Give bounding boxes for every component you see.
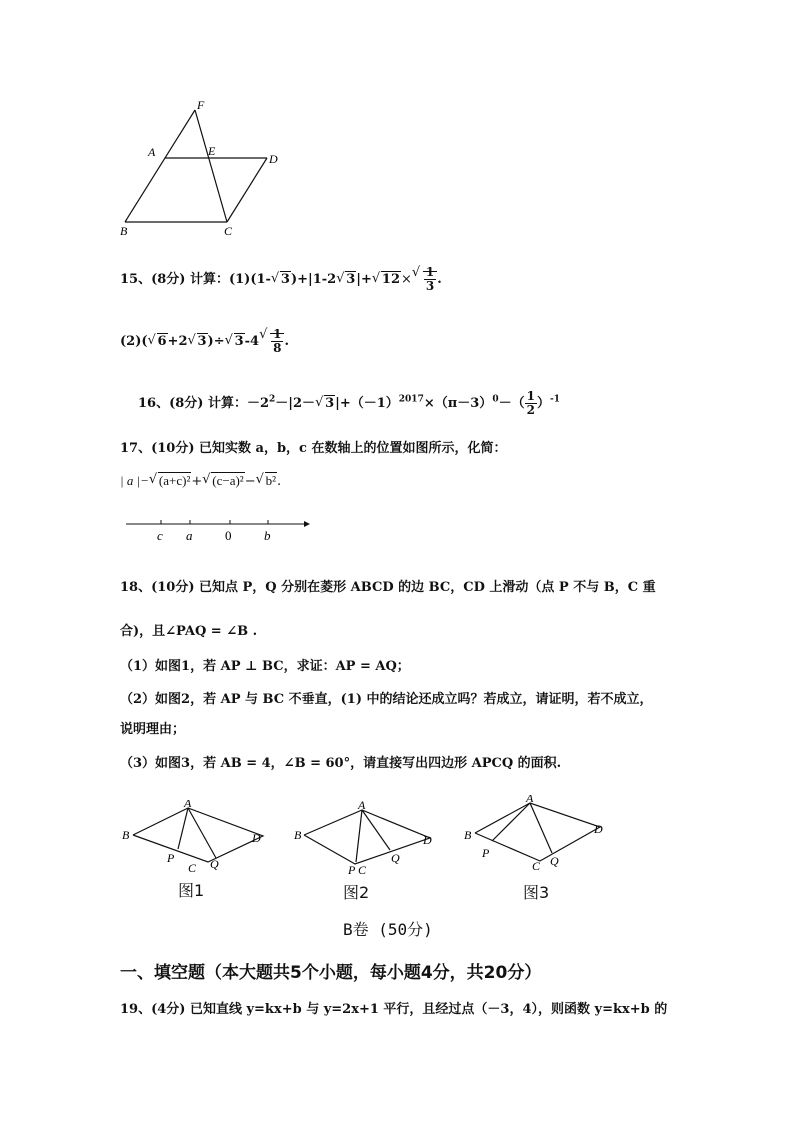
fig3-label-Q: Q bbox=[550, 854, 559, 868]
part-b-title: B卷 (50分) bbox=[343, 920, 433, 939]
question-16: 16、(8分) 计算：$-2^2-|2-√$ $3|+(-1)^{2017}\times(\pi-3)^0-$（ $\frac{1}{2}$ ）$^{-1}$ bbox=[138, 390, 560, 417]
question-17: 17、(10分) 已知实数 a，b，c 在数轴上的位置如图所示，化简： bbox=[120, 441, 507, 456]
fig1-label-C: C bbox=[188, 861, 197, 875]
fig2-label-A: A bbox=[358, 800, 366, 812]
question-18-sub2: （2）如图2，若 AP 与 BC 不垂直，(1) 中的结论还成立吗？若成立，请证明，若不成立， bbox=[120, 692, 653, 707]
fig3-label-D: D bbox=[594, 822, 603, 836]
label-A: A bbox=[148, 145, 156, 159]
axis-label-b: b bbox=[264, 528, 271, 543]
parallelogram-figure bbox=[110, 95, 290, 245]
fig2-label-C: C bbox=[358, 863, 367, 875]
section-title: 一、填空题（本大题共5个小题，每小题4分，共20分） bbox=[120, 963, 542, 983]
number-line bbox=[122, 512, 312, 544]
question-15-part2: (2)(√ 6+2√ 3)÷√ 3-4 √ $\frac{1}{8}$ . bbox=[120, 328, 289, 355]
label-F: F bbox=[197, 98, 205, 112]
fig1-label-A: A bbox=[184, 800, 192, 810]
fig2-label-B: B bbox=[294, 828, 302, 842]
fig2-label-P: P bbox=[348, 863, 356, 875]
question-17-expression: | a |−√ (a+c)²+√ (c−a)²−√ b². bbox=[120, 473, 281, 489]
fig2-label-Q: Q bbox=[391, 851, 400, 865]
axis-label-0: 0 bbox=[225, 528, 232, 543]
fig3-label-P: P bbox=[482, 846, 490, 860]
fig1-label-D: D bbox=[252, 831, 261, 845]
rhombus-figure-2 bbox=[290, 800, 450, 875]
question-18-line1: 18、(10分) 已知点 P，Q 分别在菱形 ABCD 的边 BC，CD 上滑动（点 P 不与 B，C 重 bbox=[120, 580, 656, 595]
question-18-sub3: （3）如图3，若 AB = 4，∠B = 60°，请直接写出四边形 APCQ 的面积. bbox=[120, 756, 562, 771]
fig3-label-B: B bbox=[464, 828, 472, 842]
figure-caption-1: 图1 bbox=[178, 881, 205, 900]
question-18-sub2b: 说明理由； bbox=[120, 722, 186, 737]
axis-label-c: c bbox=[157, 528, 163, 543]
fig1-label-P: P bbox=[167, 851, 175, 865]
label-E: E bbox=[208, 144, 216, 158]
fig1-label-B: B bbox=[122, 828, 130, 842]
question-18-line2: 合)，且∠PAQ = ∠B . bbox=[120, 624, 258, 639]
label-D: D bbox=[269, 152, 278, 166]
question-15-part1: 15、(8分) 计算：(1)(1-√ 3)+|1-2√ 3|+√ 12× √ $\frac{1}{3}$ . bbox=[120, 266, 442, 293]
label-C: C bbox=[224, 224, 233, 238]
axis-label-a: a bbox=[186, 528, 193, 543]
label-B: B bbox=[120, 224, 128, 238]
fig3-label-C: C bbox=[532, 859, 541, 870]
figure-caption-3: 图3 bbox=[523, 883, 550, 902]
question-18-sub1: （1）如图1，若 AP ⊥ BC，求证：AP = AQ； bbox=[120, 659, 410, 674]
fig3-label-A: A bbox=[526, 795, 534, 805]
rhombus-figure-3 bbox=[460, 795, 620, 870]
question-19: 19、(4分) 已知直线 y=kx+b 与 y=2x+1 平行，且经过点（－3，4），则函数 y=kx+b 的 bbox=[120, 1002, 668, 1017]
rhombus-figure-1 bbox=[118, 800, 278, 875]
fig1-label-Q: Q bbox=[210, 857, 219, 871]
fig2-label-D: D bbox=[423, 833, 432, 847]
figure-caption-2: 图2 bbox=[343, 883, 370, 902]
